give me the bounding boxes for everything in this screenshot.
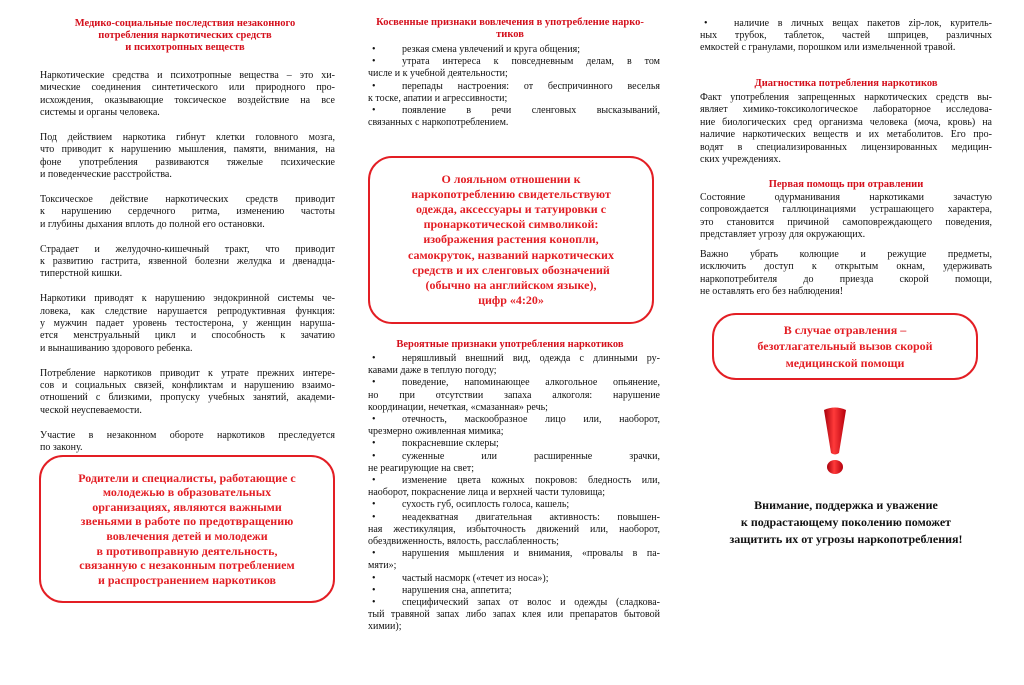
- indirect-signs-list: [368, 44, 660, 129]
- list-item-text: емкостей с гранулами, порошком или измельченной травой.: [700, 42, 956, 54]
- list-item-text: резкая смена увлечений и круга общения;: [402, 44, 580, 55]
- paragraph-line: Токсическое действие наркотических средств приводит: [40, 194, 335, 206]
- list-item: [368, 573, 660, 585]
- callout-line: О лояльном отношении к: [441, 171, 581, 186]
- list-item-text: неадекватная двигательная активность: повышен-: [402, 511, 660, 523]
- list-item: [368, 414, 660, 438]
- callout-line: вовлечения детей и молодежи: [106, 529, 268, 543]
- heading-line: Косвенные признаки вовлечения в употребление нарко-: [376, 17, 644, 28]
- first-aid-actions-text: [700, 249, 992, 299]
- exclamation-icon: [820, 406, 850, 476]
- list-item-text: химии);: [368, 621, 402, 633]
- bullet-icon: •: [372, 56, 376, 68]
- paragraph-line: фоне употребления развиваются тяжелые психические: [40, 156, 335, 168]
- paragraph-line: ловека, как следствие нарушается репродуктивная функция:: [40, 305, 335, 317]
- list-item-text: суженные или расширенные зрачки,: [402, 450, 660, 462]
- bullet-icon: •: [372, 572, 376, 584]
- paragraph: [40, 70, 335, 120]
- callout-loyal-attitude: [368, 156, 654, 324]
- paragraph-line: системы и органы человека.: [40, 107, 160, 119]
- callout-line: медицинской помощи: [785, 355, 905, 370]
- paragraph-line: Факт употребления запрещенных наркотических средств вы-: [700, 92, 992, 103]
- section-heading-indirect-signs: [360, 17, 660, 41]
- list-item-text: чрезмерно оживленная мимика;: [368, 426, 504, 438]
- bullet-icon: •: [372, 353, 376, 364]
- list-item: [368, 475, 660, 499]
- paragraph-line: к развитию гастрита, язвенной болезни желудка и двенадца-: [40, 256, 335, 268]
- paragraph-line: что приводит к нарушению мышления, памяти, внимания, на: [40, 144, 335, 156]
- list-item-text: связанных с наркопотреблением.: [368, 117, 509, 129]
- callout-line: связанную с незаконным потреблением: [79, 558, 295, 573]
- section-heading-consequences: [30, 18, 340, 54]
- paragraph-line: по закону.: [40, 442, 83, 454]
- paragraph-line: ется менструальный цикл и способность к зачатию: [40, 330, 335, 342]
- paragraph: [40, 194, 335, 231]
- heading-line: Вероятные признаки употребления наркотиков: [396, 339, 624, 350]
- callout-line: в противоправную деятельность,: [96, 543, 278, 558]
- paragraph-line: и поведенческие расстройства.: [40, 169, 172, 181]
- list-item: [700, 18, 992, 55]
- list-item: [368, 81, 660, 105]
- bullet-icon: •: [372, 44, 376, 55]
- list-item-text: тый травяной запах либо запах клея или препаратов бытовой: [368, 609, 660, 621]
- final-line: Внимание, поддержка и уважение: [754, 498, 938, 512]
- paragraph-line: сов и социальных связей, конфликтам и нарушению взаимо-: [40, 380, 335, 392]
- heading-line: Медико-социальные последствия незаконного: [74, 18, 296, 29]
- heading-line: тиков: [496, 29, 524, 40]
- list-item: [368, 353, 660, 377]
- list-item: [368, 56, 660, 80]
- column-3: [696, 0, 996, 685]
- bullet-icon: •: [372, 377, 376, 389]
- callout-line: организациях, являются важными: [92, 499, 282, 514]
- paragraph-line: исключить доступ к открытым окнам, удерживать: [700, 261, 992, 273]
- bullet-icon: •: [372, 438, 376, 450]
- list-item-text: мяти»;: [368, 560, 397, 572]
- list-item: [368, 512, 660, 549]
- paragraph-line: Под действием наркотика гибнут клетки головного мозга,: [40, 132, 335, 144]
- bullet-icon: •: [372, 475, 376, 487]
- list-item: [368, 499, 660, 511]
- bullet-icon: •: [372, 499, 376, 511]
- list-item: [368, 585, 660, 597]
- bullet-icon: •: [372, 105, 376, 117]
- paragraph: [40, 132, 335, 182]
- list-item: [368, 438, 660, 450]
- list-item-text: наоборот, покраснение лица и верхней части туловища;: [368, 487, 606, 499]
- list-item-text: сухость губ, осиплость голоса, кашель;: [402, 499, 570, 511]
- paragraph-line: и вынашиванию здорового ребенка.: [40, 342, 193, 354]
- column-2: [360, 0, 660, 685]
- section-heading-first-aid: [696, 179, 996, 191]
- paragraph-line: Наркотические средства и психотропные вещества – это хи-: [40, 70, 335, 81]
- paragraph-line: ческой неуспеваемости.: [40, 404, 142, 416]
- list-item-text: поведение, напоминающее алкогольное опьянение,: [402, 377, 660, 389]
- list-item: [368, 377, 660, 414]
- list-item-text: ная жестикуляция, избыточность движений или, наоборот,: [368, 523, 660, 535]
- bullet-icon: •: [372, 548, 376, 560]
- first-aid-text: [700, 192, 992, 242]
- paragraph: [40, 430, 335, 455]
- bullet-icon: •: [372, 584, 376, 596]
- paragraph-line: являет химико-токсикологическое лабораторное исследова-: [700, 104, 992, 116]
- diagnostics-text: [700, 92, 992, 166]
- paragraph-line: сопровождается галлюцинациями устрашающего характера,: [700, 204, 992, 216]
- paragraph-line: Наркотики приводят к нарушению эндокринной системы че-: [40, 293, 335, 305]
- list-item-text: утрата интереса к повседневным делам, в том: [402, 56, 660, 68]
- callout-poisoning-emergency: [712, 313, 978, 380]
- list-item-text: но при отсутствии запаха алкоголя: нарушение: [368, 389, 660, 401]
- paragraph: [40, 293, 335, 355]
- list-item-text: появление в речи сленговых высказываний,: [402, 105, 660, 117]
- list-item-text: перепады настроения: от беспричинного веселья: [402, 80, 660, 92]
- list-item-text: изменение цвета кожных покровов: бледность или,: [402, 475, 660, 487]
- paragraph-line: Участие в незаконном обороте наркотиков преследуется: [40, 429, 335, 441]
- callout-line: В случае отравления –: [783, 322, 907, 337]
- list-item: [368, 451, 660, 475]
- callout-line: средств и их сленговых обозначений: [412, 262, 610, 277]
- list-item-text: не реагирующие на свет;: [368, 462, 475, 474]
- paragraph-line: Важно убрать колющие и режущие предметы,: [700, 249, 992, 260]
- paragraph-line: типерстной кишки.: [40, 268, 123, 280]
- list-item: [368, 597, 660, 634]
- bullet-icon: •: [372, 597, 376, 609]
- paragraph-line: ских учреждениях.: [700, 154, 781, 166]
- callout-line: звеньями в работе по предотвращению: [80, 514, 294, 529]
- callout-line: одежда, аксессуары и татуировки с: [415, 201, 607, 216]
- callout-line: и распространением наркотиков: [97, 572, 277, 587]
- heading-line: Диагностика потребления наркотиков: [754, 78, 938, 89]
- list-item: [368, 548, 660, 572]
- list-item-text: ных трубок, таблеток, частей шприцев, различных: [700, 30, 992, 42]
- heading-line: и психотропных веществ: [125, 42, 245, 53]
- callout-line: наркопотреблению свидетельствуют: [411, 186, 611, 201]
- paragraph-line: представляет угрозу для окружающих.: [700, 229, 866, 241]
- consequences-text: [40, 70, 335, 467]
- callout-line: (обычно на английском языке),: [425, 278, 597, 292]
- paragraph-line: Страдает и желудочно-кишечный тракт, что приводит: [40, 243, 335, 255]
- final-line: защитить их от угрозы наркопотребления!: [729, 532, 963, 546]
- bullet-icon: •: [372, 414, 376, 426]
- list-item: [368, 105, 660, 129]
- list-item-text: координации, нечеткая, «смазанная» речь;: [368, 401, 548, 413]
- possessions-signs-list: [700, 18, 992, 55]
- paragraph-line: это становится причиной самоповреждающего поведения,: [700, 216, 992, 228]
- paragraph-line: отношений с близкими, пропуску учебных занятий, академи-: [40, 392, 335, 404]
- list-item-text: покрасневшие склеры;: [402, 438, 499, 450]
- heading-line: Первая помощь при отравлении: [768, 179, 924, 190]
- bullet-icon: •: [704, 18, 708, 29]
- paragraph: [40, 244, 335, 281]
- callout-line: цифр «4:20»: [478, 293, 544, 308]
- callout-line: пронаркотической символикой:: [423, 217, 599, 232]
- section-heading-diagnostics: [696, 78, 996, 90]
- list-item-text: нарушения мышления и внимания, «провалы в па-: [402, 548, 660, 560]
- paragraph-line: к нарушению сердечного ритма, изменению частоты: [40, 206, 335, 218]
- callout-line: изображения растения конопли,: [423, 232, 599, 247]
- paragraph-line: наркопотребителя до приезда скорой помощи,: [700, 273, 992, 285]
- heading-line: потребления наркотических средств: [98, 30, 272, 41]
- callout-line: молодежью в образовательных: [102, 485, 272, 500]
- paragraph-line: исхождения, оказывающие токсическое воздействие на все: [40, 94, 335, 106]
- list-item-text: числе и к учебной деятельности;: [368, 68, 508, 80]
- callout-line: самокруток, названий наркотических: [408, 247, 614, 262]
- bullet-icon: •: [372, 450, 376, 462]
- probable-signs-list: [368, 353, 660, 634]
- paragraph-line: водят в специализированных лицензированных медицин-: [700, 141, 992, 153]
- list-item-text: специфический запах от волос и одежды (сладкова-: [402, 597, 660, 609]
- paragraph-line: не оставлять его без наблюдения!: [700, 286, 844, 298]
- final-line: к подрастающему поколению поможет: [740, 515, 952, 529]
- paragraph-line: и глубины дыхания вплоть до полной его остановки.: [40, 218, 265, 230]
- list-item: [368, 44, 660, 56]
- paragraph-line: у мужчин падает уровень тестостерона, у женщин наруша-: [40, 318, 335, 330]
- list-item-text: к тоске, апатии и агрессивности;: [368, 92, 508, 104]
- callout-line: Родители и специалисты, работающие с: [78, 470, 296, 485]
- list-item-text: частый насморк («течет из носа»);: [402, 572, 549, 584]
- paragraph-line: наличие наркотических веществ и их метаболитов. Его про-: [700, 129, 992, 141]
- list-item-text: наличие в личных вещах пакетов zip-лок, куритель-: [734, 18, 992, 29]
- list-item-text: обездвиженность, вялость, расслабленность;: [368, 536, 559, 548]
- paragraph-line: Потребление наркотиков приводит к утрате прежних интере-: [40, 367, 335, 379]
- paragraph-line: ние биологических сред организма человека (моча, кровь) на: [700, 116, 992, 128]
- list-item-text: отечность, маскообразное лицо или, наоборот,: [402, 414, 660, 426]
- callout-line: безотлагательный вызов скорой: [757, 339, 933, 354]
- callout-parents-specialists: [39, 455, 335, 603]
- paragraph-line: мические соединения синтетического или природного про-: [40, 82, 335, 94]
- list-item-text: кавами даже в теплую погоду;: [368, 365, 497, 377]
- list-item-text: нарушения сна, аппетита;: [402, 584, 512, 596]
- column-1: [30, 0, 340, 685]
- paragraph: [40, 368, 335, 418]
- list-item-text: неряшливый внешний вид, одежда с длинными ру-: [402, 353, 660, 364]
- bullet-icon: •: [372, 511, 376, 523]
- final-support-message: [696, 497, 996, 548]
- paragraph-line: Состояние одурманивания наркотиками зачастую: [700, 192, 992, 203]
- bullet-icon: •: [372, 80, 376, 92]
- section-heading-probable-signs: [360, 339, 660, 351]
